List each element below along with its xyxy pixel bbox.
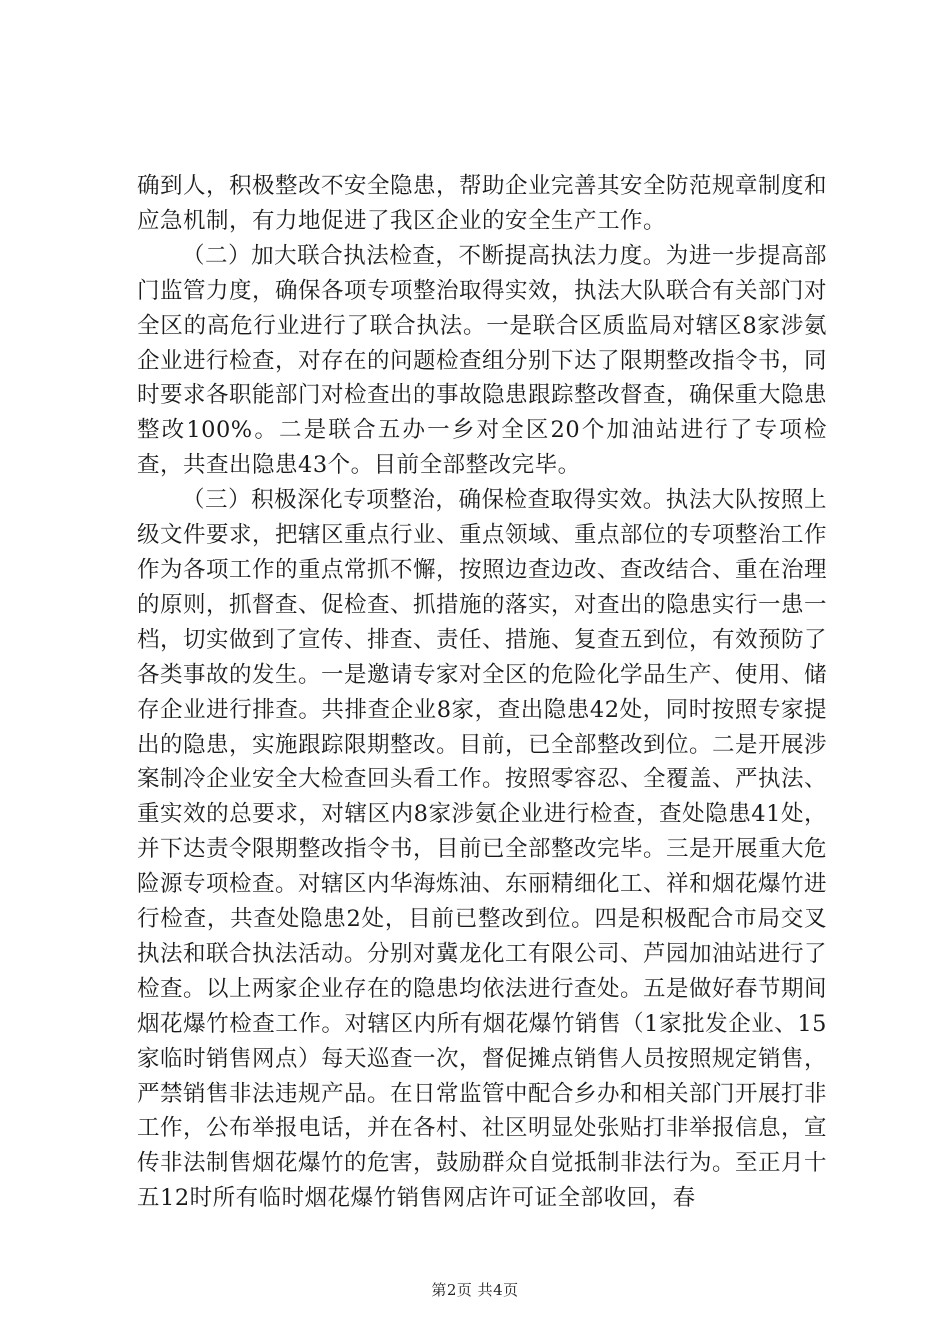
page-footer xyxy=(0,1279,950,1300)
paragraph-joint-enforcement: （二）加大联合执法检查，不断提高执法力度。为进一步提高部门监管力度，确保各项专项整治取得实效，执法大队联合有关部门对全区的高危行业进行了联合执法。一是联合区质监局对辖区8家涉氨企业进行检查，对存在的问题检查组分别下达了限期整改指令书，同时要求各职能部门对检查出的事故隐患跟踪整改督查，确保重大隐患整改100%。二是联合五办一乡对全区20个加油站进行了专项检查，共查出隐患43个。目前全部整改完毕。 xyxy=(137,242,828,479)
paragraph-continuation: 确到人，积极整改不安全隐患，帮助企业完善其安全防范规章制度和应急机制，有力地促进了我区企业的安全生产工作。 xyxy=(137,173,828,234)
document-body xyxy=(137,169,827,1216)
paragraph-special-rectification: （三）积极深化专项整治，确保检查取得实效。执法大队按照上级文件要求，把辖区重点行业、重点领域、重点部位的专项整治工作作为各项工作的重点常抓不懈，按照边查边改、查改结合、重在治理的原则，抓督查、促检查、抓措施的落实，对查出的隐患实行一患一档，切实做到了宣传、排查、责任、措施、复查五到位，有效预防了各类事故的发生。一是邀请专家对全区的危险化学品生产、使用、储存企业进行排查。共排查企业8家，查出隐患42处，同时按照专家提出的隐患，实施跟踪限期整改。目前，已全部整改到位。二是开展涉案制冷企业安全大检查回头看工作。按照零容忍、全覆盖、严执法、重实效的总要求，对辖区内8家涉氨企业进行检查，查处隐患41处，并下达责令限期整改指令书，目前已全部整改完毕。三是开展重大危险源专项检查。对辖区内华海炼油、东丽精细化工、祥和烟花爆竹进行检查，共查处隐患2处，目前已整改到位。四是积极配合市局交叉执法和联合执法活动。分别对冀龙化工有限公司、芦园加油站进行了检查。以上两家企业存在的隐患均依法进行查处。五是做好春节期间烟花爆竹检查工作。对辖区内所有烟花爆竹销售（1家批发企业、15家临时销售网点）每天巡查一次，督促摊点销售人员按照规定销售，严禁销售非法违规产品。在日常监管中配合乡办和相关部门开展打非工作，公布举报电话，并在各村、社区明显处张贴打非举报信息，宣传非法制售烟花爆竹的危害，鼓励群众自觉抵制非法行为。至正月十五12时所有临时烟花爆竹销售网店许可证全部收回，春 xyxy=(137,487,828,1212)
page-number-label: 第2页 共4页 xyxy=(431,1281,519,1299)
